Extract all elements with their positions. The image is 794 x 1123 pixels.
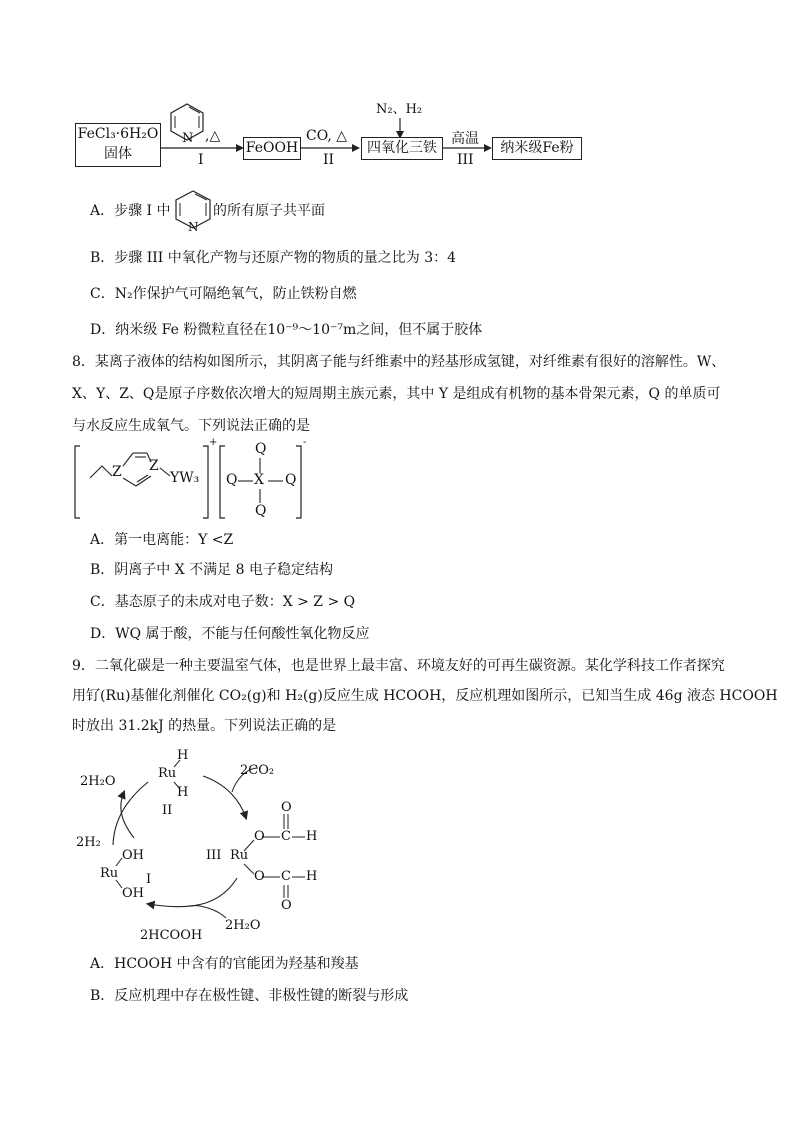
pyridine-n: N [182,131,194,146]
flow-gases: N₂、H₂ [376,102,423,117]
cycle-h-top: H [177,748,189,763]
atom-q-bottom: Q [255,503,267,519]
atom-q-left: Q [226,472,238,488]
cycle-h-bottom: H [177,785,189,800]
flow-box-nano-fe: 纳米级Fe粉 [492,137,582,160]
atom-q-top: Q [255,441,267,457]
cycle-arrow-bottom [148,878,237,907]
cycle-label-ii: II [162,803,173,818]
flow-box-feooh: FeOOH [243,137,301,160]
cycle-oh-1: OH [122,848,144,863]
h2o-input-arrow [190,906,226,918]
atom-z2: Z [149,458,159,474]
cycle-c-2: C [281,869,291,884]
flow-step1-condition: ,△ [205,128,221,144]
q8-stem-line-2: X、Y、Z、Q是原子序数依次增大的短周期主族元素，其中 Y 是组成有机物的基本骨架元素，Q 的单质可 [72,386,721,402]
q9-option-a: A．HCOOH 中含有的官能团为羟基和羧基 [90,956,359,972]
flow-start-state: 固体 [104,146,132,162]
flow-step3-label: III [457,152,474,168]
cycle-h-2: H [306,869,318,884]
cycle-ru-i: Ru [100,866,119,881]
q8-option-c: C．基态原子的未成对电子数：X > Z > Q [90,594,356,610]
flow-step2-label: II [323,152,335,168]
cation-charge: + [209,437,218,448]
q8-option-b: B．阴离子中 X 不满足 8 电子稳定结构 [90,562,333,578]
q8-option-a: A．第一电离能：Y <Z [90,532,234,548]
atom-z1: Z [112,464,122,480]
q9-option-b: B．反应机理中存在极性键、非极性键的断裂与形成 [90,988,409,1004]
q7-option-a-suffix: 的所有原子共平面 [213,203,325,219]
cycle-arrow-top-right [203,776,246,818]
group-yw3: YW₃ [170,470,200,486]
q9-stem-line-1: 9．二氧化碳是一种主要温室气体，也是世界上最丰富、环境友好的可再生碳资源。某化学科技工作者探究 [72,658,725,674]
flow-step1-label: I [198,152,204,168]
cycle-co2: 2CO₂ [240,763,275,778]
flow-step2-condition: CO, △ [306,128,348,144]
q8-option-d: D．WQ 属于酸，不能与任何酸性氧化物反应 [90,626,370,642]
cycle-oh-2: OH [122,886,144,901]
q9-stem-line-3: 时放出 31.2kJ 的热量。下列说法正确的是 [72,718,337,734]
flow-step3-condition: 高温 [451,131,479,147]
cycle-ru-iii: Ru [230,848,249,863]
cycle-o-1: O [254,829,265,844]
q7-option-b: B．步骤 III 中氧化产物与还原产物的物质的量之比为 3：4 [90,250,457,266]
cycle-ru-ii: Ru [158,766,177,781]
q8-stem-line-3: 与水反应生成氧气。下列说法正确的是 [72,418,310,434]
cycle-label-iii: III [206,848,222,863]
h2o-output-arrow [121,792,134,838]
cycle-arc-left [113,782,148,845]
cycle-h2o-top: 2H₂O [80,774,116,789]
q8-stem-line-1: 8．某离子液体的结构如图所示，其阴离子能与纤维素中的羟基形成氢键，对纤维素有很好的溶解性。W、 [72,354,726,370]
cycle-o-2: O [254,869,265,884]
flow-box-fe3o4: 四氧化三铁 [361,137,443,160]
atom-x: X [254,472,264,488]
q7-option-d: D．纳米级 Fe 粉微粒直径在10⁻⁹～10⁻⁷m之间，但不属于胶体 [90,322,483,338]
flow-start-formula: FeCl₃·6H₂O [77,126,159,142]
cycle-o-double-1: O [281,800,292,815]
cycle-h-1: H [306,829,318,844]
q9-stem-line-2: 用钌(Ru)基催化剂催化 CO₂(g)和 H₂(g)反应生成 HCOOH，反应机理如图所示，已知当生成 46g 液态 HCOOH [72,688,778,704]
cycle-o-double-2: O [281,898,292,913]
q7-option-a-prefix: A．步骤 I 中 [90,203,171,219]
cycle-hcooh: 2HCOOH [140,928,203,943]
anion-charge: - [303,437,307,448]
ru-o-bond [244,864,254,874]
q7-option-c: C．N₂作保护气可隔绝氧气，防止铁粉自燃 [90,286,357,302]
cycle-h2-left: 2H₂ [76,835,101,850]
atom-q-right: Q [285,472,297,488]
cycle-h2o-bottom: 2H₂O [225,918,261,933]
cycle-c-1: C [281,829,291,844]
cycle-label-i: I [146,872,152,887]
q7-pyridine-n: N [188,220,199,234]
